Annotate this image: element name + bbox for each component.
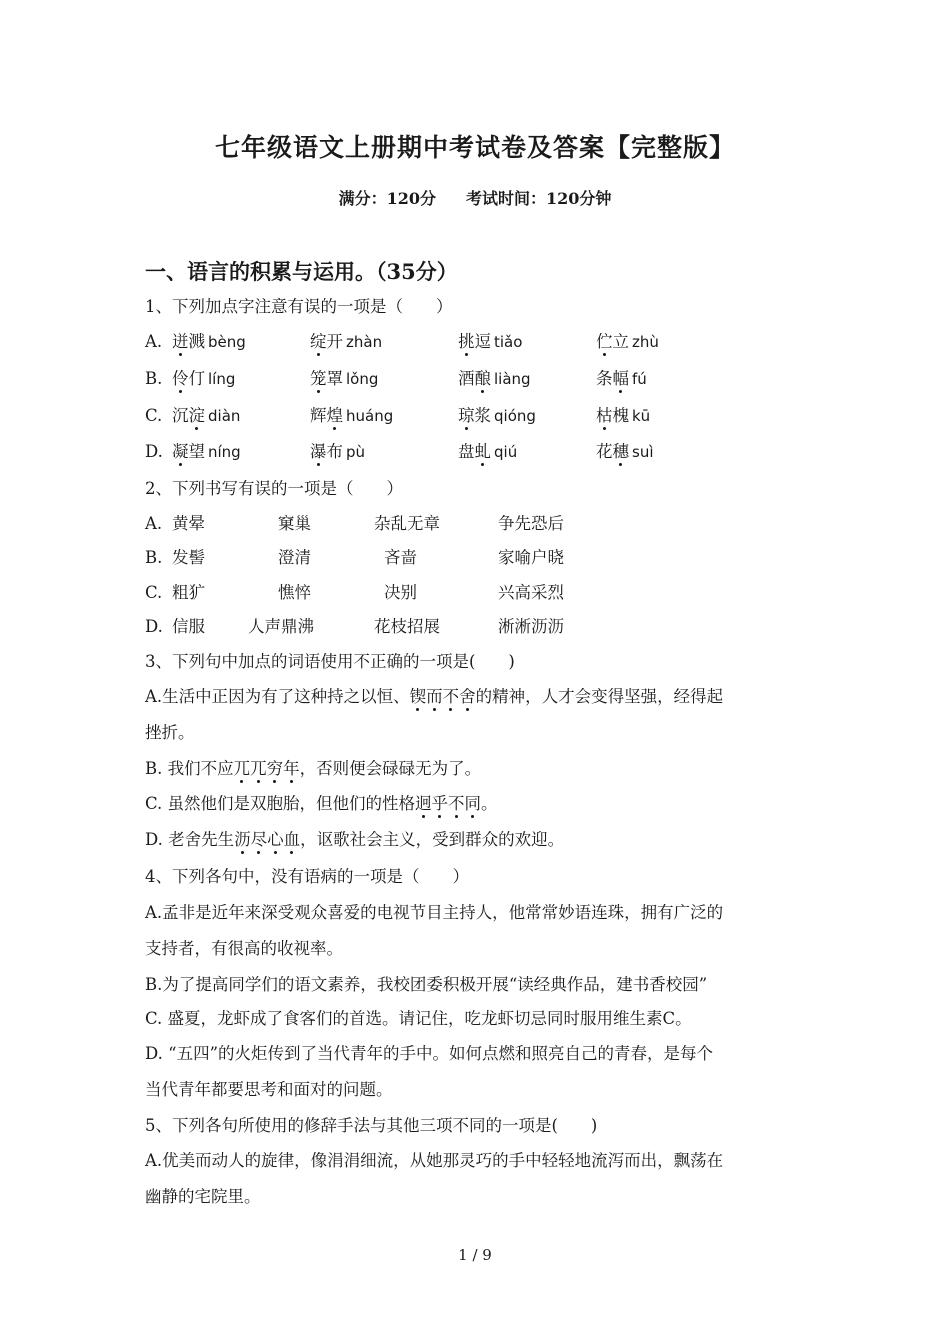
option-a (145, 686, 723, 708)
option-label: A. (145, 332, 163, 351)
word-item: 笼罩 lǒng (310, 369, 379, 388)
text: B. 我们不应 (145, 759, 234, 778)
word-item: 绽开 zhàn (310, 332, 383, 351)
pinyin: bèng (208, 333, 246, 351)
dotted-char: 凝 (172, 442, 189, 461)
dotted-char: 煌 (326, 406, 343, 425)
word-item: 枯槐 kū (596, 406, 651, 425)
pinyin: liàng (494, 370, 531, 388)
word-item: 瀑布 pù (310, 442, 366, 461)
pinyin: diàn (208, 407, 241, 425)
word-item: 迸溅 bèng (172, 332, 246, 351)
word-item: 兴高采烈 (498, 583, 564, 602)
word-item: 吝啬 (384, 548, 417, 567)
page-number: 1 / 9 (458, 1246, 492, 1264)
option-a: A.优美而动人的旋律，像涓涓细流，从她那灵巧的手中轻轻地流泻而出，飘荡在 (145, 1151, 724, 1170)
option-d-cont: 当代青年都要思考和面对的问题。 (145, 1080, 393, 1099)
dotted-word: 沥尽心血 (234, 830, 301, 849)
option-b: B.为了提高同学们的语文素养，我校团委积极开展“读经典作品，建书香校园” (145, 975, 708, 994)
word-item: 发髻 (172, 548, 205, 567)
word-item: 琼浆 qióng (458, 406, 536, 425)
word-item: 人声鼎沸 (248, 617, 314, 636)
dotted-word: 迥乎不同 (415, 794, 482, 813)
score-info (0, 186, 950, 209)
option-a-cont: 支持者，有很高的收视率。 (145, 939, 343, 958)
text: ，否则便会碌碌无为了。 (299, 759, 482, 778)
dotted-char: 虬 (474, 442, 491, 461)
pinyin: kū (632, 407, 651, 425)
word-item: 挑逗 tiǎo (458, 332, 523, 351)
dotted-char: 淀 (188, 406, 205, 425)
pinyin: lǒng (346, 370, 379, 388)
text: C. 虽然他们是双胞胎，但他们的性格 (145, 794, 416, 813)
option-d: D. “五四”的火炬传到了当代青年的手中。如何点燃和照亮自己的青春，是每个 (145, 1044, 714, 1063)
word-item: 黄晕 (172, 514, 205, 533)
option-label: B. (145, 369, 163, 388)
dotted-char: 幅 (612, 369, 629, 388)
option-label: C. (145, 406, 163, 425)
pinyin: qióng (494, 407, 536, 425)
dotted-char: 琼 (458, 406, 475, 425)
pinyin: zhàn (346, 333, 383, 351)
option-label: D. (145, 442, 163, 461)
question-stem: 4、下列各句中，没有语病的一项是（ ） (145, 867, 469, 886)
question-stem: 2、下列书写有误的一项是（ ） (145, 479, 403, 498)
text: D. 老舍先生 (145, 830, 235, 849)
word-item: 酒酿 liàng (458, 369, 531, 388)
option-label: D. (145, 617, 163, 636)
full-score: 满分：120分 (338, 189, 436, 208)
question-stem: 3、下列句中加点的词语使用不正确的一项是( ) (145, 652, 515, 671)
word-item: 杂乱无章 (374, 514, 440, 533)
option-c (145, 793, 498, 815)
word-item: 憔悴 (278, 583, 311, 602)
word-item: 家喻户晓 (498, 548, 564, 567)
option-label: A. (145, 514, 163, 533)
dotted-char: 酿 (474, 369, 491, 388)
text: A.生活中正因为有了这种持之以恒、 (145, 687, 410, 706)
word-item: 粗犷 (172, 583, 205, 602)
option-d (145, 829, 564, 851)
dotted-char: 穗 (612, 442, 629, 461)
option-c: C. 盛夏，龙虾成了食客们的首选。请记住，吃龙虾切忌同时服用维生素C。 (145, 1009, 692, 1028)
pinyin: líng (208, 370, 236, 388)
pinyin: pù (346, 443, 366, 461)
dotted-char: 枯 (596, 406, 613, 425)
word-item: 盘虬 qiú (458, 442, 518, 461)
word-item: 辉煌 huáng (310, 406, 394, 425)
option-label: B. (145, 548, 163, 567)
question-stem: 1、下列加点字注意有误的一项是（ ） (145, 297, 453, 316)
dotted-word: 兀兀穷年 (233, 759, 300, 778)
option-a: A.孟非是近年来深受观众喜爱的电视节目主持人，他常常妙语连珠，拥有广泛的 (145, 903, 724, 922)
word-item: 信服 (172, 617, 205, 636)
word-item: 伶仃 líng (172, 369, 236, 388)
dotted-char: 瀑 (310, 442, 327, 461)
word-item: 窠巢 (278, 514, 311, 533)
dotted-word: 锲而不舍 (409, 687, 476, 706)
pinyin: huáng (346, 407, 394, 425)
pinyin: fú (632, 370, 647, 388)
word-item: 决别 (384, 583, 417, 602)
dotted-char: 笼 (310, 369, 327, 388)
option-a-cont: 幽静的宅院里。 (145, 1187, 261, 1206)
text: 的精神，人才会变得坚强，经得起 (475, 687, 724, 706)
dotted-char: 伶 (172, 369, 189, 388)
pinyin: qiú (494, 443, 518, 461)
text: 。 (481, 794, 498, 813)
section-heading: 一、语言的积累与运用。（35分） (145, 259, 458, 284)
word-item: 花枝招展 (374, 617, 440, 636)
word-item: 沉淀 diàn (172, 406, 241, 425)
page-title: 七年级语文上册期中考试卷及答案【完整版】 (214, 133, 735, 162)
option-b (145, 758, 481, 780)
dotted-char: 绽 (310, 332, 327, 351)
pinyin: zhù (632, 333, 659, 351)
dotted-char: 伫 (596, 332, 613, 351)
option-a-cont: 挫折。 (145, 723, 195, 742)
word-item: 澄清 (278, 548, 311, 567)
word-item: 条幅 fú (596, 369, 647, 388)
option-label: C. (145, 583, 163, 602)
pinyin: suì (632, 443, 654, 461)
exam-time: 考试时间：120分钟 (466, 189, 612, 208)
word-item: 淅淅沥沥 (498, 617, 564, 636)
pinyin: tiǎo (494, 333, 523, 351)
text: ，讴歌社会主义，受到群众的欢迎。 (300, 830, 565, 849)
question-stem: 5、下列各句所使用的修辞手法与其他三项不同的一项是( ) (145, 1116, 598, 1135)
word-item: 争先恐后 (498, 514, 564, 533)
pinyin: níng (208, 443, 241, 461)
word-item: 花穗 suì (596, 442, 654, 461)
dotted-char: 迸 (172, 332, 189, 351)
word-item: 凝望 níng (172, 442, 241, 461)
word-item: 伫立 zhù (596, 332, 659, 351)
dotted-char: 挑 (458, 332, 475, 351)
